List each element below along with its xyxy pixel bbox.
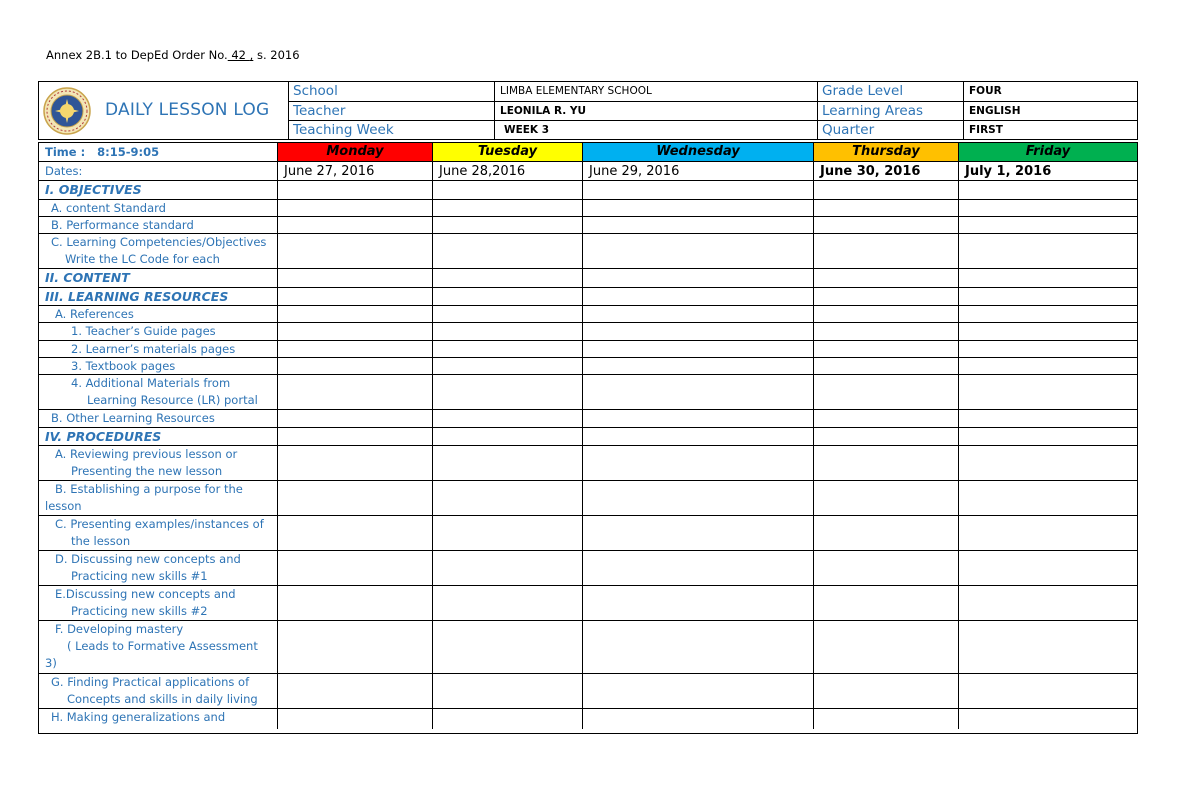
grade-level-label: Grade Level <box>818 82 964 102</box>
row-label-text: H. Making generalizations and <box>51 710 226 724</box>
entry-cell[interactable] <box>814 181 959 199</box>
objectives-row <box>39 181 1137 200</box>
entry-cell[interactable] <box>959 516 1137 550</box>
day-friday: Friday <box>959 143 1137 161</box>
row-label-text: 3) <box>45 656 57 670</box>
date-monday: June 27, 2016 <box>278 162 433 180</box>
teacher-label: Teacher <box>289 102 495 121</box>
entry-cell[interactable] <box>278 709 433 729</box>
entry-cell[interactable] <box>814 481 959 515</box>
lesson-log-grid <box>38 142 1138 734</box>
teaching-week-value: WEEK 3 <box>495 121 818 139</box>
entry-cell[interactable] <box>278 410 433 427</box>
date-wednesday: June 29, 2016 <box>583 162 814 180</box>
entry-cell[interactable] <box>959 323 1137 340</box>
entry-cell[interactable] <box>433 288 583 305</box>
annex-reference: Annex 2B.1 to DepEd Order No. 42 , s. 2016 <box>46 48 300 62</box>
row-label-text: A. content Standard <box>51 201 166 215</box>
procedure-h-row <box>39 709 1137 729</box>
row-label <box>39 410 278 427</box>
quarter-label: Quarter <box>818 121 964 139</box>
learning-areas-value: ENGLISH <box>964 102 1137 121</box>
entry-cell[interactable] <box>278 288 433 305</box>
entry-cell[interactable] <box>814 200 959 216</box>
day-thursday: Thursday <box>814 143 959 161</box>
entry-cell[interactable] <box>433 306 583 322</box>
learners-materials-row <box>39 341 1137 358</box>
entry-cell[interactable] <box>814 288 959 305</box>
content-row <box>39 269 1137 288</box>
entry-cell[interactable] <box>583 200 814 216</box>
entry-cell[interactable] <box>583 428 814 445</box>
content-standard-row <box>39 200 1137 217</box>
date-tuesday: June 28,2016 <box>433 162 583 180</box>
row-label-text: Concepts and skills in daily living <box>67 692 258 706</box>
row-label-text: I. OBJECTIVES <box>45 182 142 197</box>
entry-cell[interactable] <box>814 341 959 357</box>
entry-cell[interactable] <box>278 200 433 216</box>
entry-cell[interactable] <box>959 586 1137 620</box>
row-label-text: F. Developing mastery <box>55 622 184 636</box>
row-label <box>39 428 278 445</box>
procedure-g-row <box>39 674 1137 709</box>
entry-cell[interactable] <box>583 621 814 673</box>
row-label-text: 4. Additional Materials from <box>71 376 231 390</box>
row-label-text: Write the LC Code for each <box>65 252 220 266</box>
entry-cell[interactable] <box>278 341 433 357</box>
day-wednesday: Wednesday <box>583 143 814 161</box>
row-label <box>39 288 278 305</box>
row-label <box>39 375 278 409</box>
entry-cell[interactable] <box>814 323 959 340</box>
entry-cell[interactable] <box>433 217 583 233</box>
row-label <box>39 446 278 480</box>
row-label-text: B. Performance standard <box>51 218 194 232</box>
entry-cell[interactable] <box>814 306 959 322</box>
row-label <box>39 341 278 357</box>
entry-cell[interactable] <box>278 516 433 550</box>
row-label <box>39 551 278 585</box>
entry-cell[interactable] <box>814 358 959 374</box>
row-label-text: C. Presenting examples/instances of <box>55 517 264 531</box>
entry-cell[interactable] <box>583 551 814 585</box>
entry-cell[interactable] <box>814 375 959 409</box>
deped-seal-icon <box>43 87 91 135</box>
grade-level-value: FOUR <box>964 82 1137 102</box>
entry-cell[interactable] <box>814 586 959 620</box>
entry-cell[interactable] <box>433 358 583 374</box>
learning-competencies-row <box>39 234 1137 269</box>
time-cell: Time : 8:15-9:05 <box>39 143 278 161</box>
entry-cell[interactable] <box>433 674 583 708</box>
entry-cell[interactable] <box>433 516 583 550</box>
entry-cell[interactable] <box>278 234 433 268</box>
entry-cell[interactable] <box>583 516 814 550</box>
page-title: DAILY LESSON LOG <box>105 100 270 120</box>
row-label-text: IV. PROCEDURES <box>45 429 162 444</box>
entry-cell[interactable] <box>278 481 433 515</box>
quarter-value: FIRST <box>969 124 1003 136</box>
entry-cell[interactable] <box>814 674 959 708</box>
row-label-text: G. Finding Practical applications of <box>51 675 250 689</box>
entry-cell[interactable] <box>433 181 583 199</box>
row-label-text: 2. Learner’s materials pages <box>71 342 236 356</box>
entry-cell[interactable] <box>278 358 433 374</box>
textbook-pages-row <box>39 358 1137 375</box>
entry-cell[interactable] <box>959 269 1137 287</box>
row-label-text: Practicing new skills #1 <box>71 569 208 583</box>
row-label-text: A. References <box>55 307 134 321</box>
row-label-text: C. Learning Competencies/Objectives <box>51 235 267 249</box>
row-label-text: 1. Teacher’s Guide pages <box>71 324 216 338</box>
entry-cell[interactable] <box>433 428 583 445</box>
entry-cell[interactable] <box>814 446 959 480</box>
entry-cell[interactable] <box>814 217 959 233</box>
row-label <box>39 269 278 287</box>
procedure-f-row <box>39 621 1137 674</box>
entry-cell[interactable] <box>814 551 959 585</box>
entry-cell[interactable] <box>433 586 583 620</box>
row-label-text: Presenting the new lesson <box>71 464 223 478</box>
entry-cell[interactable] <box>583 446 814 480</box>
entry-cell[interactable] <box>433 621 583 673</box>
procedure-c-row <box>39 516 1137 551</box>
entry-cell[interactable] <box>583 306 814 322</box>
entry-cell[interactable] <box>959 306 1137 322</box>
entry-cell[interactable] <box>583 481 814 515</box>
entry-cell[interactable] <box>278 306 433 322</box>
entry-cell[interactable] <box>278 428 433 445</box>
entry-cell[interactable] <box>583 234 814 268</box>
entry-cell[interactable] <box>278 181 433 199</box>
learning-resources-row <box>39 288 1137 306</box>
row-label <box>39 323 278 340</box>
entry-cell[interactable] <box>959 234 1137 268</box>
teaching-week-label: Teaching Week <box>289 121 495 139</box>
procedure-a-row <box>39 446 1137 481</box>
entry-cell[interactable] <box>959 709 1137 729</box>
entry-cell[interactable] <box>433 551 583 585</box>
entry-cell[interactable] <box>959 375 1137 409</box>
learning-areas-label: Learning Areas <box>818 102 964 121</box>
entry-cell[interactable] <box>583 269 814 287</box>
other-resources-row <box>39 410 1137 428</box>
entry-cell[interactable] <box>583 709 814 729</box>
entry-cell[interactable] <box>959 358 1137 374</box>
entry-cell[interactable] <box>814 516 959 550</box>
logo-cell <box>39 82 289 139</box>
entry-cell[interactable] <box>959 200 1137 216</box>
row-label-text: B. Other Learning Resources <box>51 411 215 425</box>
entry-cell[interactable] <box>278 375 433 409</box>
entry-cell[interactable] <box>959 181 1137 199</box>
entry-cell[interactable] <box>433 375 583 409</box>
date-friday: July 1, 2016 <box>965 164 1052 179</box>
row-label-text: the lesson <box>71 534 131 548</box>
entry-cell[interactable] <box>583 358 814 374</box>
school-label: School <box>289 82 495 102</box>
additional-materials-row <box>39 375 1137 410</box>
entry-cell[interactable] <box>959 481 1137 515</box>
entry-cell[interactable] <box>433 323 583 340</box>
entry-cell[interactable] <box>583 217 814 233</box>
row-label-text: A. Reviewing previous lesson or <box>55 447 238 461</box>
entry-cell[interactable] <box>959 621 1137 673</box>
dates-label: Dates: <box>39 162 278 180</box>
row-label <box>39 358 278 374</box>
days-row <box>39 143 1137 162</box>
row-label-text: Learning Resource (LR) portal <box>87 393 258 407</box>
entry-cell[interactable] <box>959 341 1137 357</box>
entry-cell[interactable] <box>278 551 433 585</box>
performance-standard-row <box>39 217 1137 234</box>
row-label-text: D. Discussing new concepts and <box>55 552 241 566</box>
entry-cell[interactable] <box>959 428 1137 445</box>
entry-cell[interactable] <box>278 269 433 287</box>
entry-cell[interactable] <box>583 586 814 620</box>
date-thursday: June 30, 2016 <box>814 162 959 180</box>
entry-cell[interactable] <box>433 481 583 515</box>
procedures-row <box>39 428 1137 446</box>
entry-cell[interactable] <box>433 234 583 268</box>
entry-cell[interactable] <box>959 217 1137 233</box>
entry-cell[interactable] <box>583 341 814 357</box>
row-label-text: ( Leads to Formative Assessment <box>67 639 258 653</box>
references-row <box>39 306 1137 323</box>
entry-cell[interactable] <box>814 410 959 427</box>
row-label <box>39 516 278 550</box>
row-label <box>39 674 278 708</box>
row-label <box>39 181 278 199</box>
row-label-text: III. LEARNING RESOURCES <box>45 289 229 304</box>
entry-cell[interactable] <box>583 674 814 708</box>
entry-cell[interactable] <box>433 200 583 216</box>
procedure-d-row <box>39 551 1137 586</box>
row-label <box>39 306 278 322</box>
row-label <box>39 217 278 233</box>
entry-cell[interactable] <box>583 375 814 409</box>
entry-cell[interactable] <box>278 323 433 340</box>
teachers-guide-row <box>39 323 1137 341</box>
row-label-text: lesson <box>45 499 82 513</box>
dates-row <box>39 162 1137 181</box>
row-label-text: E.Discussing new concepts and <box>55 587 236 601</box>
entry-cell[interactable] <box>814 621 959 673</box>
teacher-value: LEONILA R. YU <box>495 102 818 121</box>
entry-cell[interactable] <box>959 674 1137 708</box>
procedure-e-row <box>39 586 1137 621</box>
entry-cell[interactable] <box>959 551 1137 585</box>
entry-cell[interactable] <box>278 674 433 708</box>
row-label-text: Practicing new skills #2 <box>71 604 208 618</box>
entry-cell[interactable] <box>959 410 1137 427</box>
entry-cell[interactable] <box>278 446 433 480</box>
row-label-text: II. CONTENT <box>45 270 130 285</box>
lesson-log-header <box>38 81 1138 140</box>
entry-cell[interactable] <box>959 446 1137 480</box>
row-label <box>39 586 278 620</box>
entry-cell[interactable] <box>433 446 583 480</box>
row-label <box>39 709 278 729</box>
procedure-b-row <box>39 481 1137 516</box>
row-label <box>39 200 278 216</box>
entry-cell[interactable] <box>433 269 583 287</box>
entry-cell[interactable] <box>814 428 959 445</box>
entry-cell[interactable] <box>959 288 1137 305</box>
entry-cell[interactable] <box>583 181 814 199</box>
row-label <box>39 621 278 673</box>
row-label-text: B. Establishing a purpose for the <box>55 482 243 496</box>
entry-cell[interactable] <box>814 709 959 729</box>
entry-cell[interactable] <box>583 410 814 427</box>
entry-cell[interactable] <box>583 288 814 305</box>
row-label-text: 3. Textbook pages <box>71 359 176 373</box>
entry-cell[interactable] <box>433 410 583 427</box>
entry-cell[interactable] <box>583 323 814 340</box>
entry-cell[interactable] <box>278 621 433 673</box>
entry-cell[interactable] <box>433 341 583 357</box>
day-monday: Monday <box>278 143 433 161</box>
day-tuesday: Tuesday <box>433 143 583 161</box>
entry-cell[interactable] <box>278 586 433 620</box>
school-value: LIMBA ELEMENTARY SCHOOL <box>495 82 818 102</box>
entry-cell[interactable] <box>278 217 433 233</box>
entry-cell[interactable] <box>433 709 583 729</box>
row-label <box>39 481 278 515</box>
entry-cell[interactable] <box>814 269 959 287</box>
row-label <box>39 234 278 268</box>
entry-cell[interactable] <box>814 234 959 268</box>
